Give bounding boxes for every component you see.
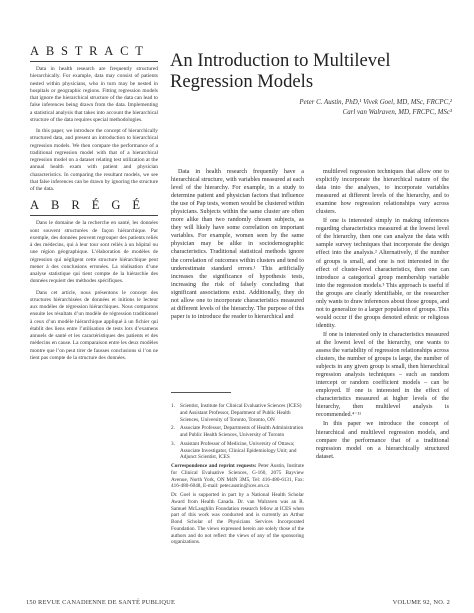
footnote [171, 425, 304, 439]
body-paragraph: multilevel regression techniques that allow one to explicitly incorporate the hierarchical nature of the data into the analyses, to incorporate variables measured at different levels of the hierarchy, and to examine how regression relationships vary across clusters. [316, 169, 449, 216]
footnote [171, 403, 304, 423]
author-line: Carl van Walraven, MD, FRCPC, MSc³ [342, 108, 452, 116]
author-list [162, 98, 452, 118]
footnotes [171, 403, 304, 548]
abrege-heading: ABRÉGÉ [30, 198, 158, 216]
footnote-text: Assistant Professor of Medicine, University of Ottawa; Associate Investigator, Clinical Epidemiology Unit; and Adjunct Scientist, ICES [180, 440, 297, 461]
correspondence [171, 463, 304, 490]
footnote-number: 3. [171, 440, 175, 447]
abstract-heading: ABSTRACT [30, 44, 158, 62]
article-title: An Introduction to Multilevel Regression Models [170, 50, 391, 92]
correspondence-text: Peter Austin, Institute for Clinical Evaluative Sciences, G-160, 2075 Bayview Avenue, North York, ON M4N 3M5, Tel: 416-480-6131, Fax: 416-480-6048, E-mail: peter.austin@ices.on.ca [171, 463, 304, 490]
author-line: Peter C. Austin, PhD,¹ Vivek Goel, MD, MSc, FRCPC,² [299, 99, 452, 106]
footnote-number: 2. [171, 425, 175, 432]
footnote-number: 1. [171, 403, 175, 409]
abstract-paragraph: In this paper, we introduce the concept of hierarchically structured data, and present an introduction to hierarchical regression models. We then compare the performance of a traditional regression model with that of a hierarchical regression model on a dataset relating test utilization at the annual health exam with patient and physician characteristics. In comparing the resultant models, we see that false inferences can be drawn by ignoring the structure of the data. [30, 128, 158, 192]
abrege-paragraph: Dans le domaine de la recherche en santé, les données sont souvent structurées de façon hiérarchique. Par exemple, des données peuvent regrouper des patients reliés à des médecins, qui à leur tour sont reliés à un hôpital ou une région géographique. L’élaboration de modèles de régression qui négligent cette structure hiérarchique peut mener à des conclusions erronées. La réalisation d’une analyse statistique qui tient compte de la hiérarchie des données requiert des méthodes spécifiques. [30, 220, 158, 285]
acknowledgement: Dr. Goel is supported in part by a National Health Scholar Award from Health Canada. Dr. van Walraven was an R. Samuel McLaughlin Foundation research fellow at ICES when part of this work was conducted and is currently an Arthur Bond Scholar of the Physicians Services Incorporated Foundation. The views expressed herein are solely those of the authors and do not reflect the views of any of the sponsoring organizations. [171, 492, 304, 546]
sidebar-abstracts [30, 44, 158, 366]
footer-volume: VOLUME 92, NO. 2 [392, 599, 450, 606]
footer-journal: 150 REVUE CANADIENNE DE SANTÉ PUBLIQUE [26, 599, 176, 606]
footnote [171, 441, 304, 461]
body-column-right [316, 168, 449, 462]
body-paragraph: In this paper we introduce the concept of hierarchical and multilevel regression models, and compare the performance that of a traditional regression model on a hierarchically structured dataset. [316, 421, 449, 460]
abrege-paragraph: Dans cet article, nous présentons le concept des structures hiérarchisées de données et initions le lecteur aux modèles de régression hiérarchiques. Nous comparons ensuite les résultats d’un modèle de régression traditionnel à ceux d’un modèle hiérarchique appliqué à un fichier qui établit des liens entre l’utilisation de tests lors d’examens annuels de santé et les caractéristiques des patients et des médecins en cause. La comparaison entre les deux modèles montre que l’on peut tirer de fausses conclusions si l’on ne tient pas compte de la structure des données. [30, 289, 158, 361]
footnote-rule [171, 392, 231, 393]
page-footer [26, 599, 450, 606]
correspondence-label: Correspondence and reprint requests: [171, 463, 257, 469]
body-paragraph: If one is interested simply in making inferences regarding characteristics measured at the lowest level of the hierarchy, then one can analyze the data with sample survey techniques that incorporate the design effect into the analysis.² Alternatively, if the number of groups is small, and one is not interested in the effect of cluster-level characteristics, then one can introduce a categorical group membership variable into the regression models.³ This approach is useful if the groups are clearly identifiable, or the researcher only wants to draw inferences about those groups, and not to generalize to a larger population of groups. This would occur if the groups denoted ethnic or religious identity. [316, 218, 449, 329]
body-paragraph: If one is interested only in characteristics measured at the lowest level of the hierarchy, one wants to assess the variability of regression relationships across clusters, the number of groups is large, the number of subjects in any given group is small, then hierarchical regression analysis techniques – such as random intercept or random coefficient models – can be employed. If one is interested in the effect of characteristics measured at higher levels of the hierarchy, then multilevel analysis is recommended.⁴⁻¹¹ [316, 331, 450, 419]
body-paragraph: Data in health research frequently have a hierarchical structure, with variables measured at each level of the hierarchy. For example, in a study to determine patient and physician factors that influence the use of Pap tests, women would be clustered within physicians. Subjects within the same cluster are often more alike than two randomly chosen subjects, as they will likely have some correlation on important variables. For example, women seen by the same physician may be alike in sociodemographic characteristics. Traditional statistical methods ignore the correlation of outcomes within clusters and tend to underestimate standard errors.¹ This artificially increases the significance of hypothesis tests, increasing the risk of falsely concluding that significant associations exist. Additionally, they do not allow one to incorporate characteristics measured at different levels of the hierarchy. The purpose of this paper is to introduce the reader to hierarchical and [171, 169, 304, 320]
abstract-paragraph: Data in health research are frequently structured hierarchically. For example, data may consist of patients nested within physicians, who in turn may be nested in hospitals or geographic regions. Fitting regression models that ignore the hierarchical structure of the data can lead to false inferences being drawn from the data. Implementing a statistical analysis that takes into account the hierarchical structure of the data requires special methodologies. [30, 66, 158, 123]
footnote-text: Scientist, Institute for Clinical Evaluative Sciences (ICES) and Assistant Professor, Department of Public Health Sciences, University of Toronto, Toronto, ON [180, 403, 302, 423]
footnote-text: Associate Professor, Departments of Health Administration and Public Health Sciences, University of Toronto [180, 425, 304, 438]
body-column-left [171, 168, 304, 322]
